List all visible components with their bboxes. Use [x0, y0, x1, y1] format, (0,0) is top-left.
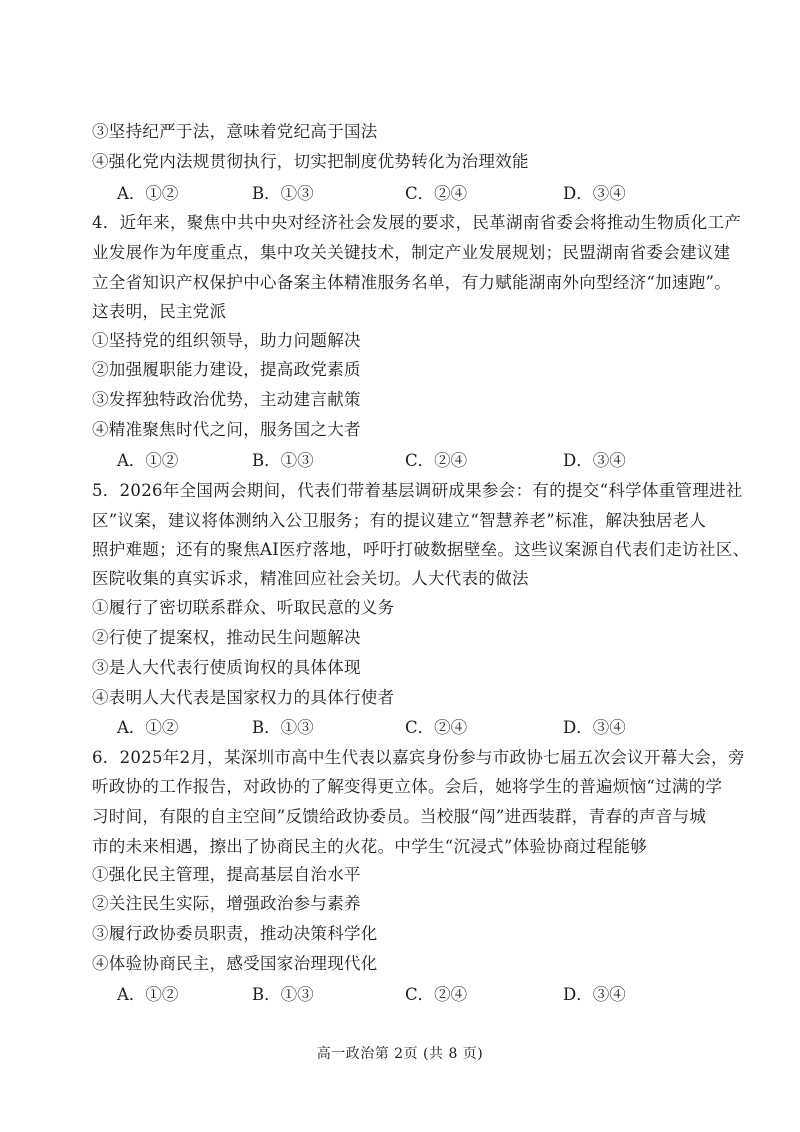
- q6-item-2: ②关注民生实际，增强政治参与素养: [92, 894, 361, 913]
- q5-stem-line: 区”议案，建议将体测纳入公卫服务；有的提议建立“智慧养老”标准，解决独居老人: [92, 511, 707, 530]
- q6-stem-line: 听政协的工作报告，对政协的了解变得更立体。会后，她将学生的普遍烦恼“过满的学: [92, 777, 723, 796]
- q4-stem-line: 4．近年来，聚焦中共中央对经济社会发展的要求，民革湖南省委会将推动生物质化工产: [92, 213, 742, 232]
- q6-item-3: ③履行政协委员职责，推动决策科学化: [92, 924, 378, 943]
- page-footer: 高一政治第 2页 (共 8 页): [316, 1046, 484, 1062]
- q3-option-a: A．①②: [117, 184, 179, 203]
- q6-stem-line: 市的未来相遇，擦出了协商民主的火花。中学生“沉浸式”体验协商过程能够: [92, 837, 648, 856]
- q4-option-a: A．①②: [117, 451, 179, 470]
- q6-option-c: C．②④: [405, 985, 468, 1004]
- q5-stem-line: 医院收集的真实诉求，精准回应社会关切。人大代表的做法: [92, 569, 529, 588]
- q5-option-b: B．①③: [252, 718, 314, 737]
- q5-item-4: ④表明人大代表是国家权力的具体行使者: [92, 688, 395, 707]
- q3-option-c: C．②④: [405, 184, 468, 203]
- q4-option-c: C．②④: [405, 451, 468, 470]
- q4-item-4: ④精准聚焦时代之问，服务国之大者: [92, 420, 361, 439]
- q4-stem-line: 立全省知识产权保护中心备案主体精准服务名单，有力赋能湖南外向型经济“加速跑”。: [92, 273, 732, 292]
- q4-option-d: D．③④: [563, 451, 626, 470]
- q4-item-3: ③发挥独特政治优势，主动建言献策: [92, 390, 361, 409]
- q3-option-b: B．①③: [252, 184, 314, 203]
- q6-item-1: ①强化民主管理，提高基层自治水平: [92, 865, 361, 884]
- q5-item-2: ②行使了提案权，推动民生问题解决: [92, 628, 361, 647]
- q6-option-a: A．①②: [117, 985, 179, 1004]
- q5-stem-line: 照护难题；还有的聚焦AI医疗落地，呼吁打破数据壁垒。这些议案源自代表们走访社区、: [92, 540, 750, 559]
- q4-item-1: ①坚持党的组织领导，助力问题解决: [92, 331, 361, 350]
- q5-option-c: C．②④: [405, 718, 468, 737]
- q5-stem-line: 5．2026年全国两会期间，代表们带着基层调研成果参会：有的提交“科学体重管理进社: [92, 481, 743, 500]
- q3-option-d: D．③④: [563, 184, 626, 203]
- q6-stem-line: 习时间，有限的自主空间”反馈给政协委员。当校服“闯”进西装群，青春的声音与城: [92, 807, 707, 826]
- q6-option-b: B．①③: [252, 985, 314, 1004]
- q6-option-d: D．③④: [563, 985, 626, 1004]
- q5-item-3: ③是人大代表行使质询权的具体体现: [92, 658, 361, 677]
- q3-item-4: ④强化党内法规贯彻执行，切实把制度优势转化为治理效能: [92, 152, 529, 171]
- q4-option-b: B．①③: [252, 451, 314, 470]
- q6-item-4: ④体验协商民主，感受国家治理现代化: [92, 954, 378, 973]
- q4-stem-line: 业发展作为年度重点，集中攻关关键技术，制定产业发展规划；民盟湖南省委会建议建: [92, 243, 731, 262]
- q5-option-d: D．③④: [563, 718, 626, 737]
- q5-item-1: ①履行了密切联系群众、听取民意的义务: [92, 598, 395, 617]
- q4-item-2: ②加强履职能力建设，提高政党素质: [92, 360, 361, 379]
- q4-stem-line: 这表明，民主党派: [92, 302, 227, 321]
- q5-option-a: A．①②: [117, 718, 179, 737]
- q6-stem-line: 6．2025年2月，某深圳市高中生代表以嘉宾身份参与市政协七届五次会议开幕大会，旁: [92, 748, 745, 767]
- q3-item-3: ③坚持纪严于法，意味着党纪高于国法: [92, 122, 378, 141]
